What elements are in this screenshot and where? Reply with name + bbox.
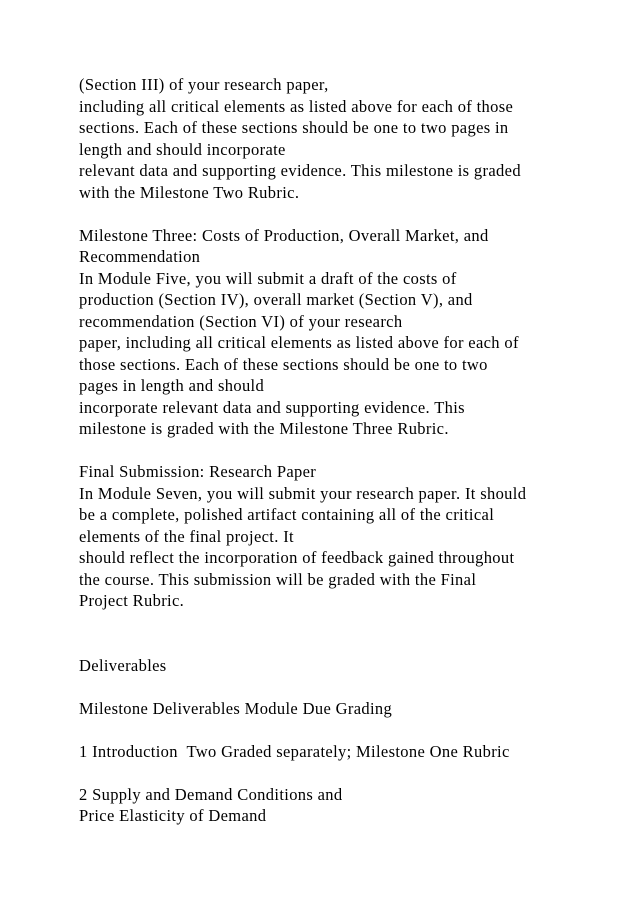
- section-heading: Milestone Three: Costs of Production, Overall Market, and: [79, 225, 489, 245]
- text-line: pages in length and should: [79, 376, 265, 395]
- paragraph-final-submission: [79, 461, 619, 612]
- text-line: be a complete, polished artifact containing all of the critical: [79, 505, 495, 524]
- paragraph-deliverables-heading: [79, 655, 619, 677]
- text-line: relevant data and supporting evidence. This milestone is graded: [79, 161, 521, 180]
- text-line: production (Section IV), overall market (Section V), and: [79, 290, 473, 309]
- paragraph-spacer: [79, 612, 619, 655]
- text-line: recommendation (Section VI) of your research: [79, 311, 403, 331]
- text-line: those sections. Each of these sections should be one to two: [79, 354, 488, 374]
- paragraph-table-header: [79, 698, 619, 720]
- section-heading: Recommendation: [79, 247, 201, 266]
- section-heading: Deliverables: [79, 655, 167, 675]
- text-line: In Module Seven, you will submit your research paper. It should: [79, 483, 527, 503]
- text-line: including all critical elements as listed above for each of those: [79, 96, 514, 116]
- text-line: length and should incorporate: [79, 139, 286, 159]
- paragraph-row-2: [79, 784, 619, 827]
- table-row-line: 1 Introduction Two Graded separately; Milestone One Rubric: [79, 741, 510, 761]
- text-line: sections. Each of these sections should be one to two pages in: [79, 118, 509, 137]
- text-line: In Module Five, you will submit a draft of the costs of: [79, 268, 457, 288]
- text-line: milestone is graded with the Milestone Three Rubric.: [79, 419, 449, 438]
- text-line: should reflect the incorporation of feedback gained throughout: [79, 548, 515, 567]
- paragraph-row-1: [79, 741, 619, 763]
- table-header-line: Milestone Deliverables Module Due Grading: [79, 698, 393, 718]
- document-page: [79, 74, 619, 827]
- text-line: (Section III) of your research paper,: [79, 75, 329, 94]
- table-row-line: Price Elasticity of Demand: [79, 806, 267, 825]
- paragraph-spacer: [79, 203, 619, 225]
- paragraph-spacer: [79, 440, 619, 462]
- text-line: the course. This submission will be graded with the Final: [79, 569, 477, 589]
- paragraph-milestone-two-end: [79, 74, 619, 203]
- paragraph-spacer: [79, 762, 619, 784]
- text-line: incorporate relevant data and supporting evidence. This: [79, 397, 465, 417]
- text-line: Project Rubric.: [79, 591, 185, 610]
- text-line: with the Milestone Two Rubric.: [79, 182, 300, 202]
- paragraph-milestone-three: [79, 225, 619, 440]
- text-line: paper, including all critical elements as listed above for each of: [79, 333, 519, 352]
- text-line: elements of the final project. It: [79, 526, 294, 546]
- paragraph-spacer: [79, 719, 619, 741]
- section-heading: Final Submission: Research Paper: [79, 462, 317, 481]
- table-row-line: 2 Supply and Demand Conditions and: [79, 784, 343, 804]
- paragraph-spacer: [79, 676, 619, 698]
